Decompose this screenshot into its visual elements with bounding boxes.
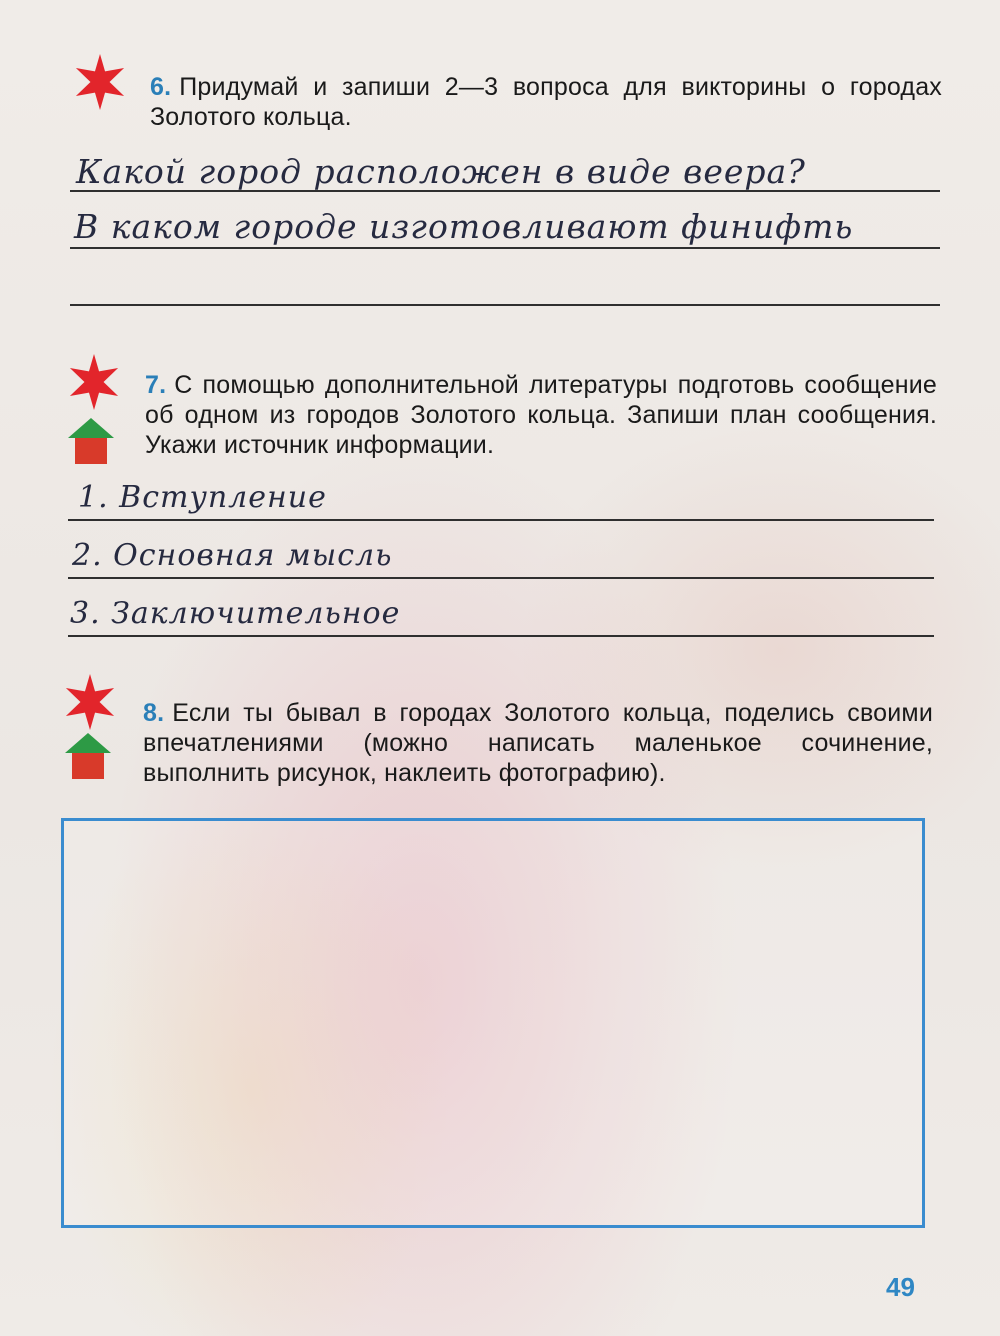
task-8-instruction: Если ты бывал в городах Золотого кольца, поделись своими впечатлениями (можно написать маленькое сочинение, выполнить рисунок, наклеить фотографию). — [143, 699, 933, 787]
task-6-answer-1: Какой город расположен в виде веера? — [76, 152, 806, 191]
writing-line — [68, 635, 934, 637]
task-7-instruction: С помощью дополнительной литературы подготовь сообщение об одном из городов Золотого кольца. Запиши план сообщения. Укажи источник информации. — [145, 371, 937, 459]
writing-line — [70, 247, 940, 249]
task-6-answer-2: В каком городе изготовливают финифть — [74, 207, 854, 246]
writing-line — [68, 519, 934, 521]
red-star-icon — [62, 674, 118, 730]
red-star-icon — [66, 354, 122, 410]
red-star-icon — [72, 54, 128, 110]
task-8-number: 8. — [143, 699, 165, 727]
house-icon — [63, 731, 113, 781]
page-number: 49 — [886, 1272, 915, 1302]
task-6-text — [150, 72, 942, 132]
writing-line — [70, 190, 940, 192]
writing-line — [70, 304, 940, 306]
task-7-plan-2: 2. Основная мысль — [72, 538, 393, 573]
task-6-instruction: Придумай и запиши 2—3 вопроса для викторины о городах Золотого кольца. — [150, 73, 942, 131]
house-icon — [66, 416, 116, 466]
task-7-plan-3: 3. Заключительное — [70, 596, 401, 631]
task-7-plan-1: 1. Вступление — [78, 480, 327, 515]
task-7-number: 7. — [145, 371, 167, 399]
drawing-answer-box[interactable] — [61, 818, 925, 1228]
task-6-number: 6. — [150, 73, 172, 101]
task-8-text — [143, 698, 933, 788]
writing-line — [68, 577, 934, 579]
task-7-text — [145, 370, 937, 460]
